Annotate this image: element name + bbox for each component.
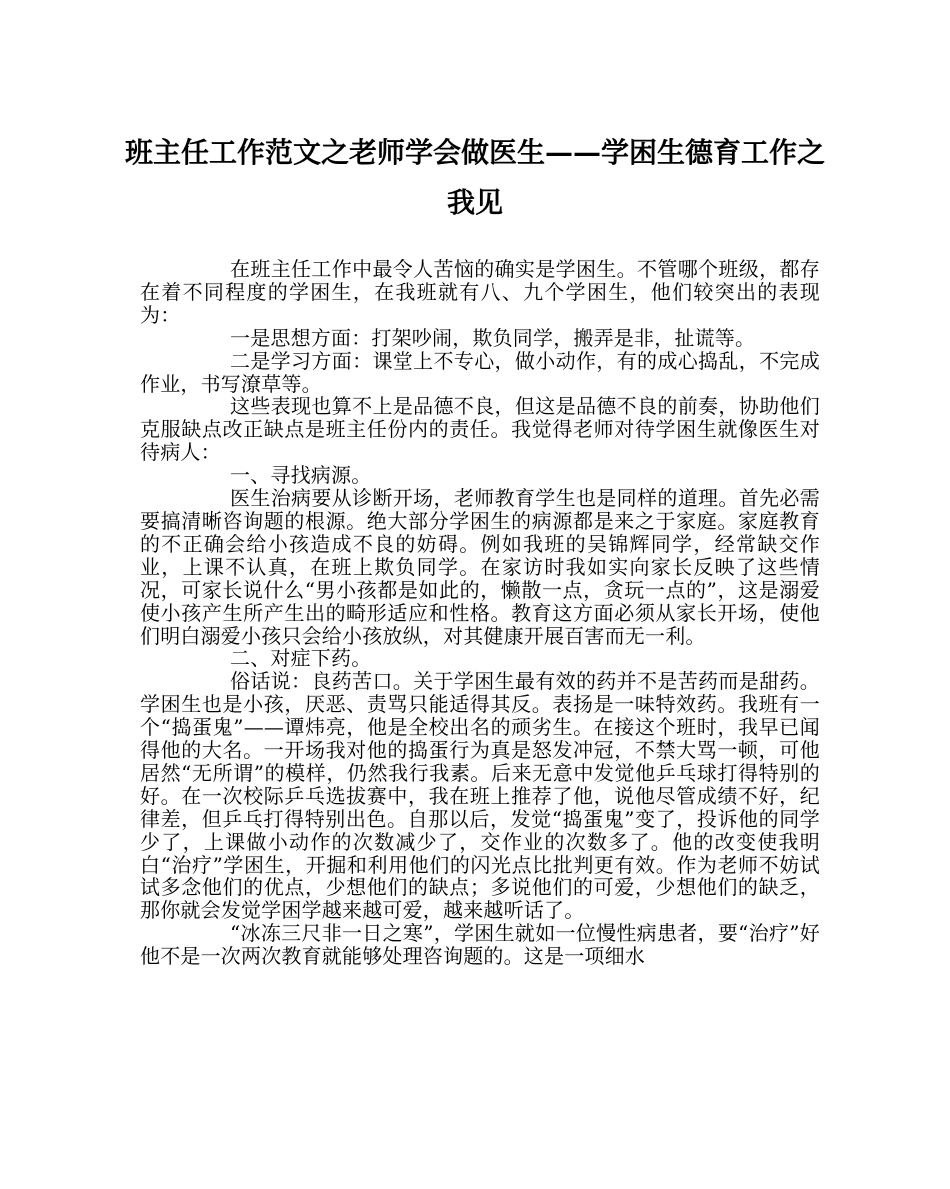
section-heading: 一、寻找病源。 [230, 463, 372, 488]
paragraph: 俗话说：良药苦口。关于学困生最有效的药并不是苦药而是甜药。学困生也是小孩，厌恶、责骂只能适得其反。表扬是一味特效药。我班有一个“捣蛋鬼”——谭炜亮，他是全校出名的顽劣生。在接这个班时，我早已闻得他的大名。一开场我对他的捣蛋行为真是怒发冲冠，不禁大骂一顿，可他居然“无所谓”的模样，仍然我行我素。后来无意中发觉他乒乓球打得特别的好。在一次校际乒乓选拔赛中，我在班上推荐了他，说他尽管成绩不好，纪律差，但乒乓打得特别出色。自那以后，发觉“捣蛋鬼”变了，投诉他的同学少了，上课做小动作的次数减少了，交作业的次数多了。他的改变使我明白“治疗”学困生，开掘和利用他们的闪光点比批判更有效。作为老师不妨试试多念他们的优点，少想他们的缺点；多说他们的可爱，少想他们的缺乏，那你就会发觉学困学越来越可爱，越来越听话了。 [140, 669, 820, 923]
paragraph: 医生治病要从诊断开场，老师教育学生也是同样的道理。首先必需要搞清晰咨询题的根源。绝大部分学困生的病源都是来之于家庭。家庭教育的不正确会给小孩造成不良的妨碍。例如我班的吴锦辉同学，经常缺交作业，上课不认真，在班上欺负同学。在家访时我如实向家长反映了这些情况，可家长说什么“男小孩都是如此的，懒散一点，贪玩一点的”，这是溺爱使小孩产生所产生出的畸形适应和性格。教育这方面必须从家长开场，使他们明白溺爱小孩只会给小孩放纵，对其健康开展百害而无一利。 [140, 486, 820, 648]
paragraph: “冰冻三尺非一日之寒”，学困生就如一位慢性病患者，要“治疗”好他不是一次两次教育就能够处理咨询题的。这是一项细水 [140, 921, 820, 969]
paragraph: 这些表现也算不上是品德不良，但这是品德不良的前奏，协助他们克服缺点改正缺点是班主任份内的责任。我觉得老师对待学困生就像医生对待病人： [140, 394, 820, 465]
paragraph: 在班主任工作中最令人苦恼的确实是学困生。不管哪个班级，都存在着不同程度的学困生，在我班就有八、九个学困生，他们较突出的表现为： [140, 257, 820, 327]
document-body [140, 258, 820, 968]
document-title: 班主任工作范文之老师学会做医生——学困生德育工作之我见 [124, 136, 825, 219]
paragraph: 二是学习方面：课堂上不专心，做小动作，有的成心捣乱，不完成作业，书写潦草等。 [140, 348, 820, 396]
paragraph: 一是思想方面：打架吵闹，欺负同学，搬弄是非，扯谎等。 [230, 325, 756, 350]
section-heading: 二、对症下药。 [230, 646, 372, 671]
